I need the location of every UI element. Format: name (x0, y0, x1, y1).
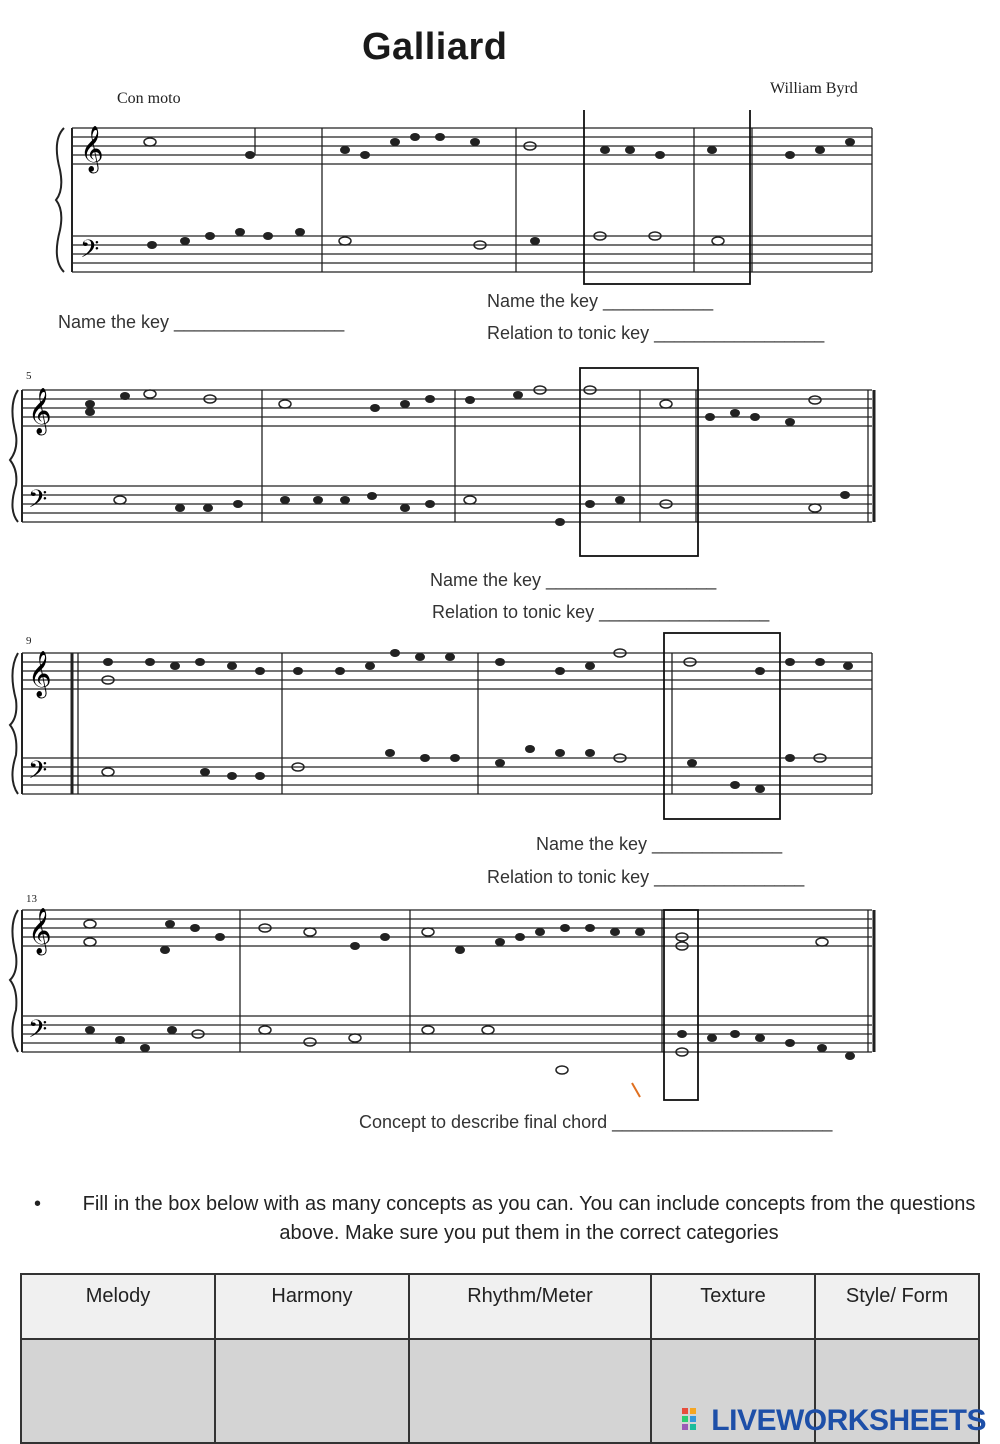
col-melody: Melody (21, 1274, 215, 1339)
question-final-chord: Concept to describe final chord ______________________ (359, 1112, 833, 1132)
score-system-2 (0, 360, 1000, 560)
liveworksheets-logo-icon (682, 1408, 704, 1432)
svg-text:𝄞: 𝄞 (28, 908, 52, 954)
measure-number: 5 (26, 370, 32, 382)
svg-text:𝄢: 𝄢 (28, 1015, 48, 1050)
answer-cell-rhythm-meter[interactable] (409, 1339, 651, 1443)
question-name-key-1: Name the key _________________ (58, 312, 345, 332)
svg-text:𝄞: 𝄞 (80, 126, 104, 172)
col-style-form: Style/ Form (815, 1274, 979, 1339)
piece-title: Galliard (362, 26, 508, 68)
question-relation-2: Relation to tonic key _________________ (487, 323, 825, 343)
col-rhythm-meter: Rhythm/Meter (409, 1274, 651, 1339)
svg-text:𝄞: 𝄞 (28, 651, 52, 697)
question-relation-4: Relation to tonic key _______________ (487, 867, 805, 887)
col-texture: Texture (651, 1274, 815, 1339)
question-name-key-2: Name the key ___________ (487, 291, 714, 311)
question-relation-3: Relation to tonic key _________________ (432, 602, 770, 622)
instruction-text: Fill in the box below with as many concepts as you can. You can include concepts from the questions above. Make sure you put them in the correct categories (82, 1193, 976, 1244)
bullet-icon: • (34, 1193, 42, 1215)
composer-name: William Byrd (770, 80, 858, 97)
watermark-text: LIVEWORKSHEETS (711, 1404, 986, 1437)
score-system-1 (0, 110, 1000, 290)
tempo-marking: Con moto (117, 90, 181, 107)
svg-text:𝄢: 𝄢 (80, 235, 100, 270)
instruction-block (30, 1190, 980, 1248)
measure-number: 9 (26, 635, 32, 647)
measure-number: 13 (26, 893, 37, 905)
score-system-3 (0, 625, 1000, 825)
score-system-4 (0, 880, 1000, 1110)
question-name-key-4: Name the key _____________ (536, 834, 783, 854)
svg-text:𝄢: 𝄢 (28, 485, 48, 520)
question-name-key-3: Name the key _________________ (430, 570, 717, 590)
col-harmony: Harmony (215, 1274, 409, 1339)
svg-text:𝄢: 𝄢 (28, 756, 48, 791)
answer-cell-harmony[interactable] (215, 1339, 409, 1443)
svg-text:𝄞: 𝄞 (28, 388, 52, 434)
answer-cell-melody[interactable] (21, 1339, 215, 1443)
